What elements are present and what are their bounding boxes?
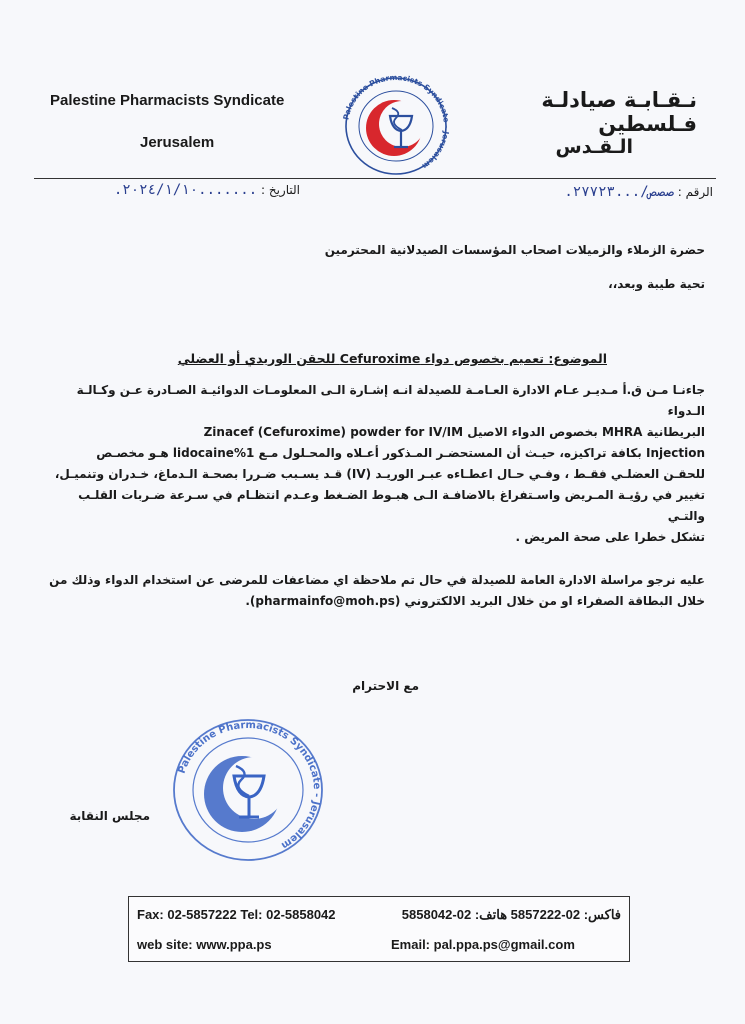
paragraph-1-line: البريطانية MHRA بخصوص الدواء الاصيل Zinacef (Cefuroxime) powder for IV/IM: [203, 425, 705, 439]
website[interactable]: web site: www.ppa.ps: [137, 937, 272, 952]
paragraph-1-line: Injection بكافة تراكيزه، حيـث أن المستحضـر المـذكور أعـلاه والمحـلول مـع 1%lidocaine هـو مخصـص: [96, 446, 705, 460]
paragraph-1-line: للحقـن العضلـي فقـط ، وفـي حـال اعطـاءه عبـر الوريـد (IV) قـد يسـبب ضـررا بصحـة الـدماغ، خـدران وتنميـل،: [54, 467, 705, 481]
org-name-en: Palestine Pharmacists Syndicate: [50, 92, 285, 109]
subject: الموضوع: تعميم بخصوص دواء Cefuroxime للحقن الوريدي أو العضلي: [177, 351, 607, 366]
ref-number-label: الرقم :: [677, 185, 713, 199]
city-ar: الـقـدس: [555, 136, 633, 158]
ref-date: [50, 182, 300, 198]
ref-date-label: التاريخ :: [260, 183, 300, 197]
paragraph-1: [45, 380, 705, 548]
ref-number-value: صصص/...٢٧٧٢٣.: [564, 184, 674, 200]
syndicate-logo: [340, 72, 452, 180]
paragraph-2: [35, 570, 705, 612]
org-name-ar: نـقـابـة صيادلـة فـلسطين: [541, 88, 697, 136]
closing: مع الاحترام: [352, 679, 419, 693]
paragraph-1-line: جاءنـا مـن ق.أ مـديـر عـام الادارة العـامـة للصيدلة انـه إشـارة الـى المعلومـات الدوائيـة الصـادرة عـن وكـالـة الـدواء: [76, 383, 705, 418]
addressee: حضرة الزملاء والزميلات اصحاب المؤسسات الصيدلانية المحترمين: [324, 243, 705, 257]
ref-number: [413, 184, 713, 200]
contact-footer: [128, 896, 630, 962]
paragraph-1-line: تشكل خطرا على صحة المريض .: [515, 530, 705, 544]
city-en: Jerusalem: [140, 134, 215, 151]
stamp-ring-text: Palestine Pharmacists Syndicate - Jerusalem: [176, 719, 323, 851]
fax-tel-ar: فاكس: 02-5857222 هاتف: 02-5858042: [401, 907, 621, 922]
header-divider: [34, 178, 716, 179]
paragraph-2-line: خلال البطاقة الصفراء او من خلال البريد الالكتروني (pharmainfo@moh.ps).: [245, 594, 705, 608]
official-stamp: [168, 716, 328, 864]
fax-tel-en: Fax: 02-5857222 Tel: 02-5858042: [137, 907, 336, 922]
ref-date-value: .......٢٠٢٤/١/١٠.: [113, 182, 258, 198]
logo-ring-text: Palestine Pharmacists Syndicate - Jerusalem: [341, 72, 452, 171]
paragraph-2-line: عليه نرجو مراسلة الادارة العامة للصيدلة في حال تم ملاحظة اي مضاعفات للمرضى عن استخدام الدواء وذلك من: [49, 573, 705, 587]
email[interactable]: Email: pal.ppa.ps@gmail.com: [391, 937, 575, 952]
paragraph-1-line: تغيير في رؤيـة المـريض واسـتفراغ بالاضافـة الـى هبـوط الضـغط وعـدم انتظـام في سـرعة ضـربات القلـب والتـي: [78, 488, 705, 523]
signature: مجلس النقابة: [69, 809, 150, 823]
greeting: تحية طيبة وبعد،،: [608, 277, 705, 291]
